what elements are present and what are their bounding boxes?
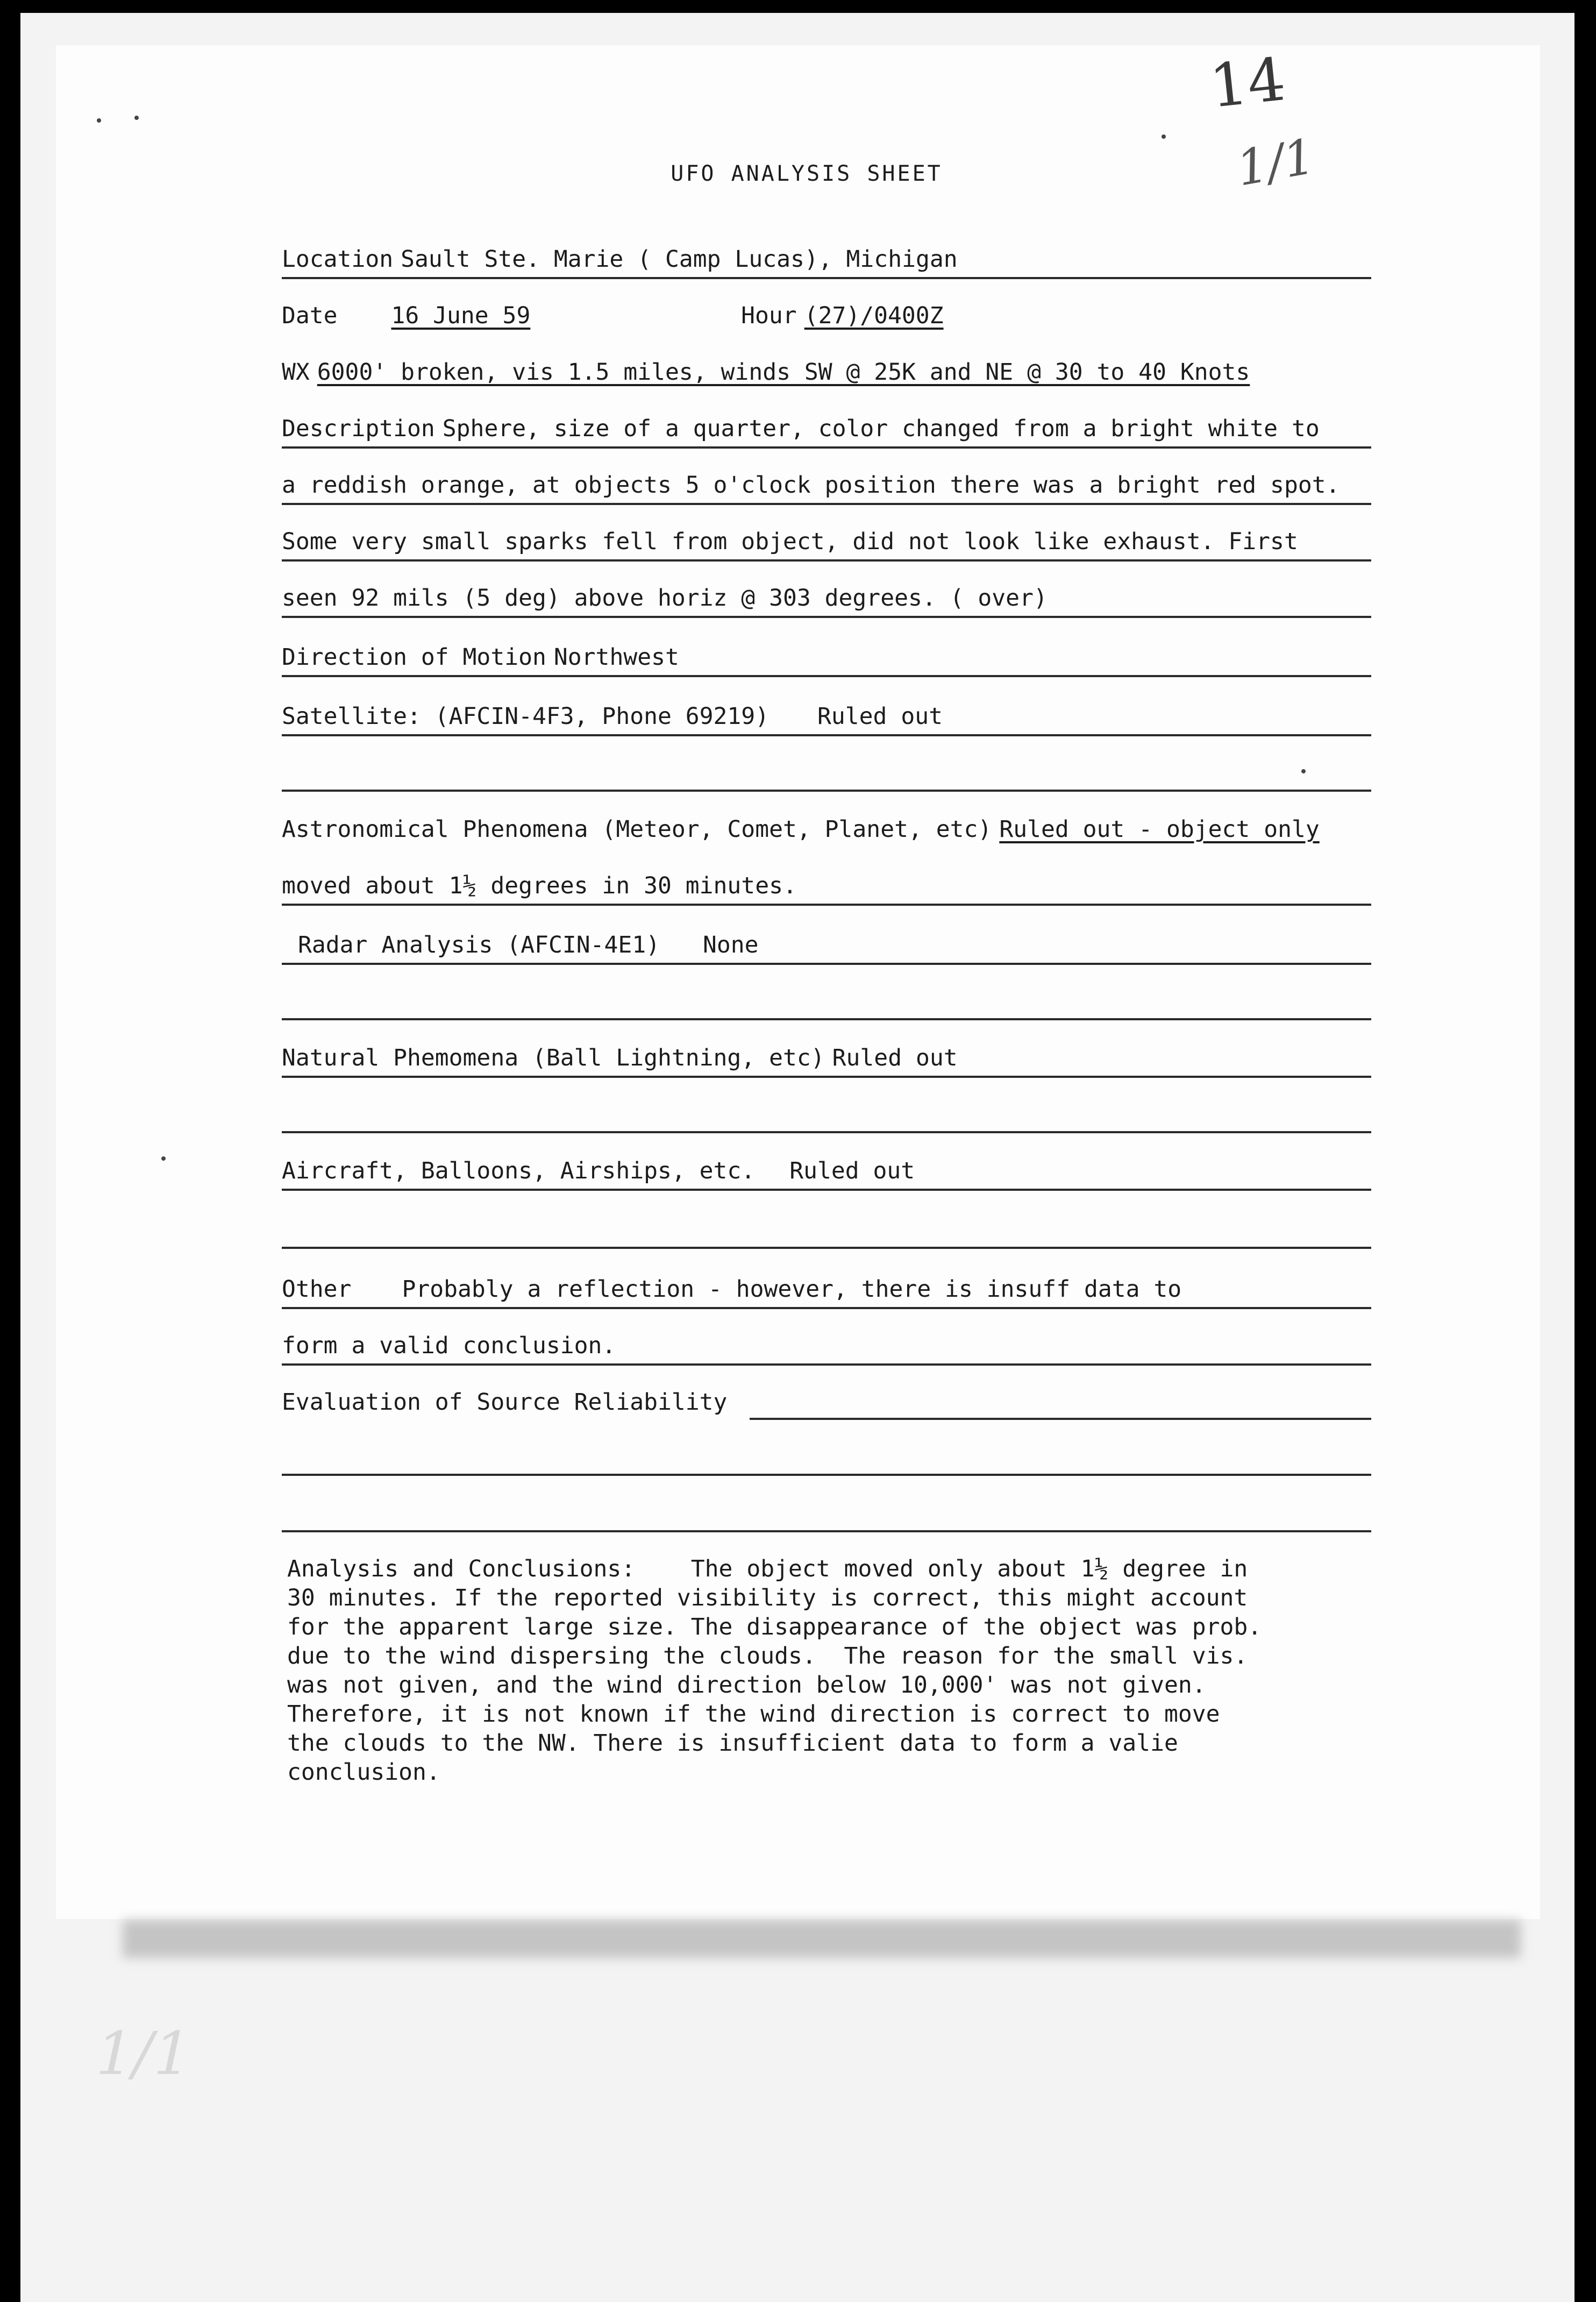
date-field bbox=[282, 290, 1371, 333]
other-continuation: form a valid conclusion. bbox=[282, 1332, 616, 1359]
astronomical-label: Astronomical Phenomena (Meteor, Comet, Planet, etc) bbox=[282, 816, 992, 843]
evaluation-blank-line bbox=[282, 1474, 1371, 1476]
analysis-line: The object moved only about 1½ degree in bbox=[690, 1555, 1248, 1582]
document-title: UFO ANALYSIS SHEET bbox=[671, 161, 943, 186]
direction-value: Northwest bbox=[553, 644, 679, 671]
radar-blank-line bbox=[282, 1018, 1371, 1020]
natural-phenomena-label: Natural Phemomena (Ball Lightning, etc) bbox=[282, 1045, 825, 1071]
handwritten-page-number: 14 bbox=[1206, 45, 1289, 121]
description-field-continued bbox=[282, 573, 1371, 618]
natural-phenomena-blank-line bbox=[282, 1131, 1371, 1133]
evaluation-label: Evaluation of Source Reliability bbox=[282, 1389, 728, 1416]
evaluation-field bbox=[282, 1377, 1371, 1420]
analysis-line: the clouds to the NW. There is insufficient data to form a valie bbox=[287, 1730, 1178, 1757]
date-value: 16 June 59 bbox=[391, 302, 531, 329]
radar-field bbox=[282, 920, 1371, 965]
hour-value: (27)/0400Z bbox=[804, 302, 944, 329]
description-label: Description bbox=[282, 415, 435, 442]
location-field bbox=[282, 234, 1371, 279]
location-label: Location bbox=[282, 246, 394, 273]
radar-label: Radar Analysis (AFCIN-4E1) bbox=[298, 932, 660, 958]
analysis-line: 30 minutes. If the reported visibility is correct, this might account bbox=[287, 1585, 1248, 1611]
satellite-field bbox=[282, 691, 1371, 736]
evaluation-inline-line bbox=[750, 1418, 1371, 1420]
weather-value: 6000' broken, vis 1.5 miles, winds SW @ 25K and NE @ 30 to 40 Knots bbox=[317, 359, 1250, 386]
other-field bbox=[282, 1264, 1371, 1309]
astronomical-field-continued bbox=[282, 861, 1371, 906]
analysis-and-conclusions bbox=[287, 1554, 1357, 1787]
description-field-continued bbox=[282, 460, 1371, 505]
description-field-continued bbox=[282, 516, 1371, 562]
natural-phenomena-field bbox=[282, 1033, 1371, 1078]
handwritten-initials: 1/1 bbox=[1232, 128, 1319, 197]
other-field-continued bbox=[282, 1320, 1371, 1366]
weather-field bbox=[282, 347, 1371, 390]
weather-label: WX bbox=[282, 359, 310, 386]
radar-value: None bbox=[702, 932, 759, 958]
description-line: a reddish orange, at objects 5 o'clock position there was a bright red spot. bbox=[282, 472, 1340, 499]
speck bbox=[1301, 769, 1306, 773]
analysis-line: for the apparent large size. The disappearance of the object was prob. bbox=[287, 1614, 1262, 1640]
speck bbox=[97, 118, 101, 123]
analysis-label: Analysis and Conclusions: bbox=[287, 1555, 636, 1582]
astronomical-value: Ruled out - object only bbox=[999, 816, 1320, 843]
other-label: Other bbox=[282, 1276, 352, 1303]
direction-label: Direction of Motion bbox=[282, 644, 546, 671]
speck bbox=[134, 116, 139, 120]
analysis-line: due to the wind dispersing the clouds. The reason for the small vis. bbox=[287, 1643, 1248, 1669]
analysis-line: was not given, and the wind direction below 10,000' was not given. bbox=[287, 1672, 1206, 1699]
description-field bbox=[282, 403, 1371, 449]
aircraft-blank-line bbox=[282, 1247, 1371, 1249]
natural-phenomena-value: Ruled out bbox=[832, 1045, 958, 1071]
analysis-line: conclusion. bbox=[287, 1759, 440, 1786]
analysis-line: Therefore, it is not known if the wind direction is correct to move bbox=[287, 1701, 1220, 1728]
satellite-blank-line bbox=[282, 790, 1371, 792]
speck bbox=[161, 1156, 166, 1161]
description-line: Some very small sparks fell from object, did not look like exhaust. First bbox=[282, 528, 1298, 555]
aircraft-field bbox=[282, 1146, 1371, 1191]
direction-field bbox=[282, 632, 1371, 677]
aircraft-label: Aircraft, Balloons, Airships, etc. bbox=[282, 1157, 756, 1184]
photocopy-shadow bbox=[123, 1920, 1521, 1958]
evaluation-blank-line bbox=[282, 1530, 1371, 1532]
description-line: Sphere, size of a quarter, color changed from a bright white to bbox=[442, 415, 1320, 442]
aircraft-value: Ruled out bbox=[789, 1157, 915, 1184]
location-value: Sault Ste. Marie ( Camp Lucas), Michigan bbox=[401, 246, 958, 273]
satellite-value: Ruled out bbox=[817, 703, 943, 730]
astronomical-field bbox=[282, 804, 1371, 847]
ghost-handwriting-mark: 1/1 bbox=[88, 2019, 198, 2088]
other-value: Probably a reflection - however, there is insuff data to bbox=[402, 1276, 1182, 1303]
description-line: seen 92 mils (5 deg) above horiz @ 303 degrees. ( over) bbox=[282, 585, 1048, 612]
speck bbox=[1162, 134, 1166, 139]
date-label: Date bbox=[282, 302, 338, 329]
astronomical-continuation: moved about 1½ degrees in 30 minutes. bbox=[282, 872, 797, 899]
hour-label: Hour bbox=[741, 302, 797, 329]
satellite-label: Satellite: (AFCIN-4F3, Phone 69219) bbox=[282, 703, 770, 730]
